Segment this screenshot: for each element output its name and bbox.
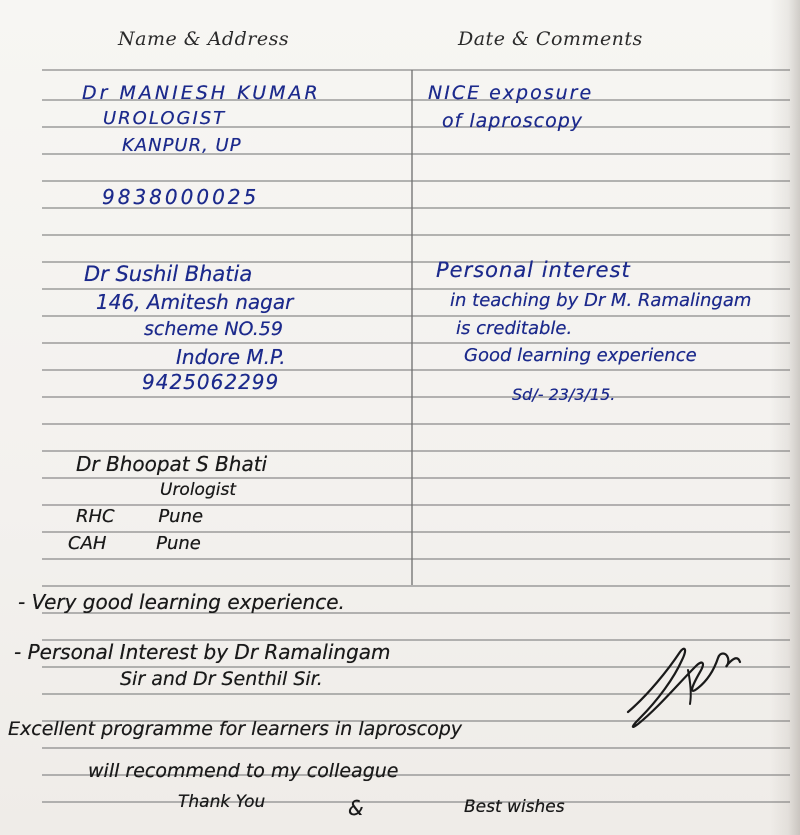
entry2-comment-line3: is creditable. (456, 318, 573, 339)
entry3-title: Urologist (160, 480, 236, 500)
header-date-comments: Date & Comments (458, 28, 643, 50)
entry1-phone: 9838000025 (102, 185, 260, 209)
note-ampersand: & (348, 796, 364, 820)
entry2-comment-line4: Good learning experience (464, 345, 697, 366)
page-edge-shadow (770, 0, 800, 835)
entry2-name: Dr Sushil Bhatia (84, 262, 253, 286)
signature-mark (618, 640, 748, 740)
entry3-org1: RHC Pune (76, 506, 204, 527)
entry2-comment-date: Sd/- 23/3/15. (512, 385, 616, 404)
note-recommend: will recommend to my colleague (88, 760, 399, 782)
entry2-address-line2: scheme NO.59 (144, 318, 283, 340)
entry1-city: KANPUR, UP (122, 135, 242, 156)
entry2-comment-line2: in teaching by Dr M. Ramalingam (450, 290, 752, 311)
entry2-phone: 9425062299 (142, 370, 280, 394)
entry1-comment-line2: of laproscopy (442, 110, 584, 132)
entry1-title: UROLOGIST (103, 108, 227, 129)
entry1-name: Dr MANIESH KUMAR (82, 82, 321, 104)
note-personal-interest: - Personal Interest by Dr Ramalingam (14, 640, 391, 664)
entry1-comment-line1: NICE exposure (428, 82, 594, 104)
note-excellent: Excellent programme for learners in laproscopy (8, 718, 463, 740)
note-senthil: Sir and Dr Senthil Sir. (120, 668, 323, 690)
entry2-address-line3: Indore M.P. (176, 345, 286, 369)
entry3-name: Dr Bhoopat S Bhati (76, 452, 268, 476)
entry2-comment-line1: Personal interest (436, 258, 631, 282)
header-name-address: Name & Address (118, 28, 290, 50)
note-very-good: - Very good learning experience. (18, 590, 345, 614)
entry3-org2: CAH Pune (68, 533, 201, 554)
entry2-address-line1: 146, Amitesh nagar (96, 290, 294, 314)
note-thank-you: Thank You (178, 792, 266, 812)
note-best-wishes: Best wishes (464, 797, 565, 817)
